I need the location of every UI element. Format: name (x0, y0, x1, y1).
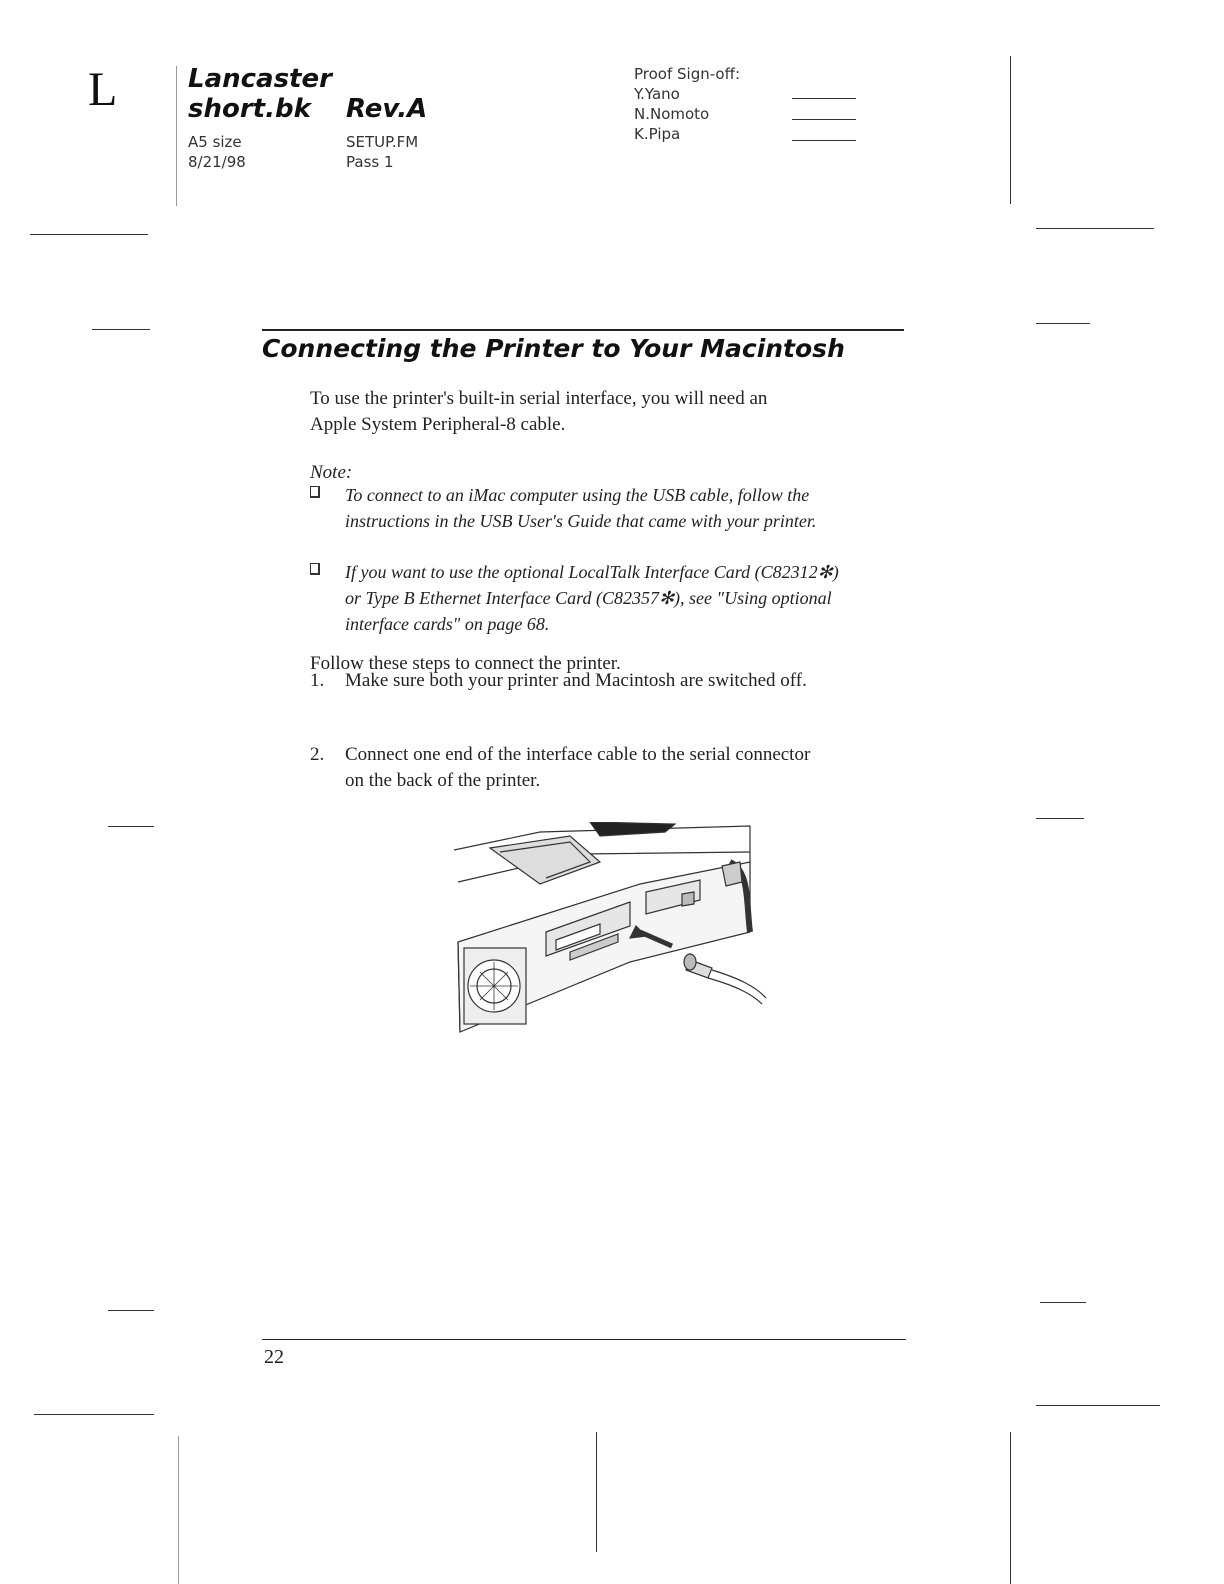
book-title-line1: Lancaster (188, 64, 332, 94)
crop-mark (1036, 818, 1084, 819)
proof-signoff (634, 64, 740, 144)
crop-mark (1040, 1302, 1086, 1303)
step-line: Make sure both your printer and Macintosh are switched off. (345, 670, 807, 691)
crop-mark (30, 234, 148, 235)
proof-title: Proof Sign-off: (634, 65, 740, 83)
steps-intro: Follow these steps to connect the printer. (310, 653, 621, 674)
step-item (310, 742, 910, 794)
crop-mark (1010, 56, 1011, 204)
note-label: Note: (310, 462, 353, 483)
corner-letter: L (88, 63, 118, 116)
note-line: To connect to an iMac computer using the USB cable, follow the (345, 485, 810, 505)
note-line: instructions in the USB User's Guide that came with your printer. (345, 511, 817, 531)
signoff-line (792, 119, 856, 120)
note-line: interface cards" on page 68. (345, 614, 550, 634)
crop-mark (178, 1436, 179, 1584)
intro-line: To use the printer's built-in serial interface, you will need an (310, 388, 768, 409)
crop-mark (1036, 1405, 1160, 1406)
signer-nomoto: N.Nomoto (634, 105, 710, 123)
title-rule (262, 329, 904, 331)
step-number: 2. (310, 744, 325, 765)
signoff-line (792, 98, 856, 99)
crop-mark (92, 329, 150, 330)
meta-right (346, 132, 418, 172)
crop-mark (108, 1310, 154, 1311)
size-label: A5 size (188, 133, 242, 151)
checkbox-bullet-icon (310, 563, 320, 575)
note-item (310, 482, 910, 534)
meta-left (188, 132, 246, 172)
step-item (310, 668, 910, 694)
crop-mark (596, 1432, 597, 1552)
crop-mark (176, 66, 177, 206)
file-label: SETUP.FM (346, 133, 419, 151)
note-line: If you want to use the optional LocalTalk Interface Card (C82312✻) (345, 562, 839, 582)
note-item (310, 559, 910, 637)
checkbox-bullet-icon (310, 486, 320, 498)
step-line: on the back of the printer. (345, 770, 541, 791)
signer-yano: Y.Yano (634, 85, 680, 103)
section-title: Connecting the Printer to Your Macintosh (262, 334, 845, 363)
note-line: or Type B Ethernet Interface Card (C82357✻), see "Using optional (345, 588, 832, 608)
pass-label: Pass 1 (346, 153, 394, 171)
crop-mark (1010, 1432, 1011, 1584)
crop-mark (1036, 323, 1090, 324)
crop-mark (1036, 228, 1154, 229)
date-label: 8/21/98 (188, 153, 246, 171)
printer-back-illustration (450, 822, 770, 1044)
intro-line: Apple System Peripheral-8 cable. (310, 414, 566, 435)
crop-mark (108, 826, 154, 827)
revision-label: Rev.A (346, 94, 428, 124)
book-title (188, 64, 332, 124)
intro-paragraph (310, 386, 910, 438)
crop-mark (34, 1414, 154, 1415)
signoff-line (792, 140, 856, 141)
signer-pipa: K.Pipa (634, 125, 681, 143)
page-number: 22 (264, 1346, 284, 1368)
book-title-line2: short.bk (188, 94, 311, 124)
step-number: 1. (310, 670, 325, 691)
step-line: Connect one end of the interface cable to the serial connector (345, 744, 811, 765)
footer-rule (262, 1339, 906, 1340)
